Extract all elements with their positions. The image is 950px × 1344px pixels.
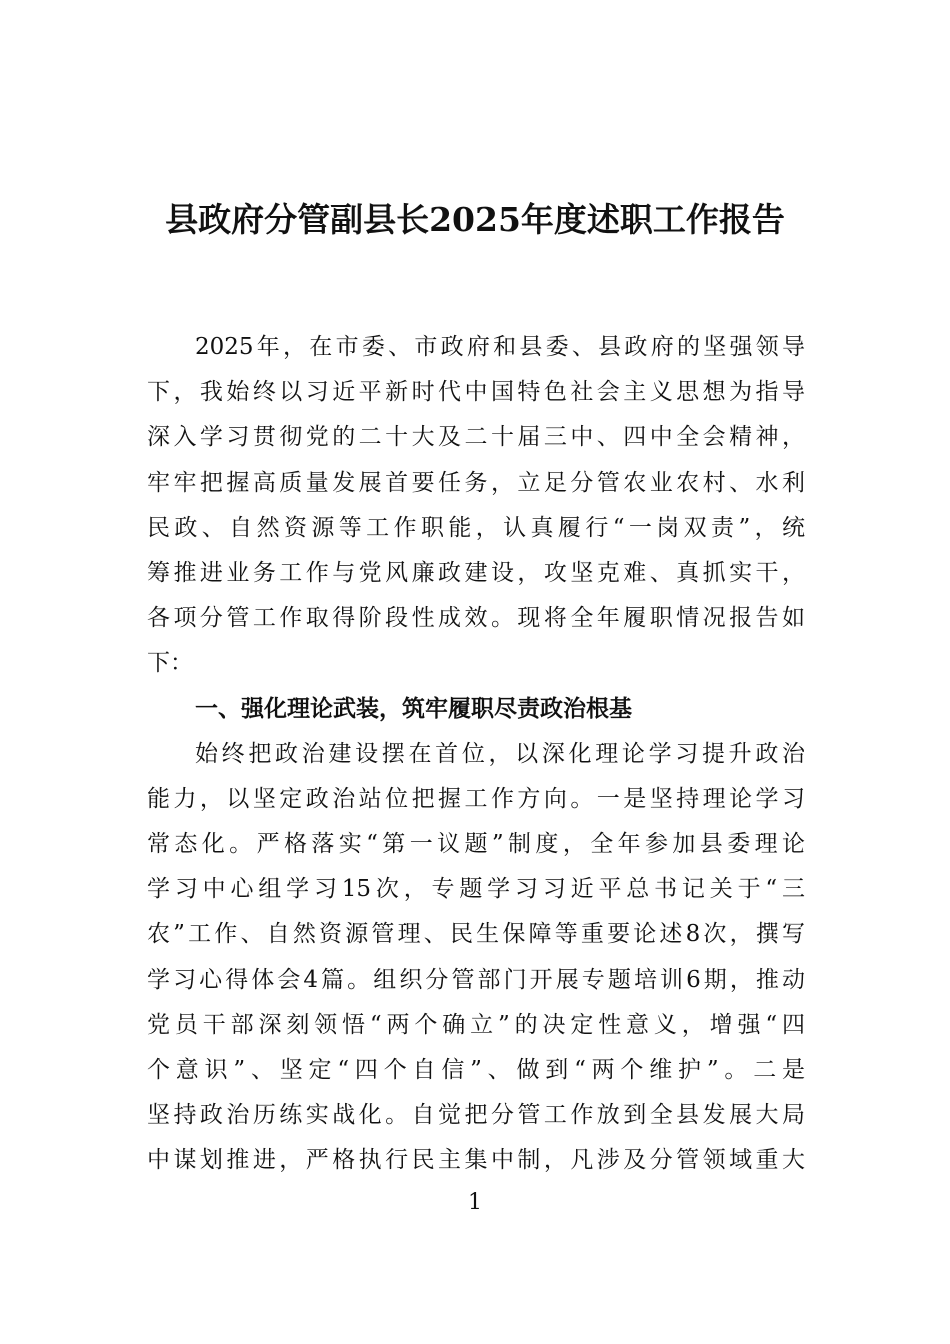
document-title: 县政府分管副县长2025年度述职工作报告 xyxy=(165,200,785,239)
section-line: 个意识”、坚定“四个自信”、做到“两个维护”。二是 xyxy=(147,1057,805,1083)
section-line: 中谋划推进，严格执行民主集中制，凡涉及分管领域重大 xyxy=(147,1147,805,1174)
intro-line: 下，我始终以习近平新时代中国特色社会主义思想为指导 xyxy=(147,379,805,406)
section-line: 始终把政治建设摆在首位，以深化理论学习提升政治 xyxy=(195,740,805,767)
intro-line: 深入学习贯彻党的二十大及二十届三中、四中全会精神， xyxy=(147,424,805,451)
intro-line: 民政、自然资源等工作职能，认真履行“一岗双责”，统 xyxy=(147,514,805,541)
section-line: 农”工作、自然资源管理、民生保障等重要论述8次，撰写 xyxy=(147,921,805,948)
intro-line: 2025年，在市委、市政府和县委、县政府的坚强领导 xyxy=(195,334,805,360)
page-number: 1 xyxy=(468,1190,482,1215)
intro-line: 牢牢把握高质量发展首要任务，立足分管农业农村、水利 xyxy=(147,469,805,496)
section-line: 党员干部深刻领悟“两个确立”的决定性意义，增强“四 xyxy=(147,1011,805,1038)
section-line: 常态化。严格落实“第一议题”制度，全年参加县委理论 xyxy=(147,831,805,858)
document-body xyxy=(147,325,805,1184)
section-line: 学习中心组学习15次，专题学习习近平总书记关于“三 xyxy=(147,876,805,903)
section-line: 学习心得体会4篇。组织分管部门开展专题培训6期，推动 xyxy=(147,966,805,993)
intro-line: 筹推进业务工作与党风廉政建设，攻坚克难、真抓实干， xyxy=(147,559,805,586)
section-heading: 一、强化理论武装，筑牢履职尽责政治根基 xyxy=(195,695,632,722)
section-line: 能力，以坚定政治站位把握工作方向。一是坚持理论学习 xyxy=(147,785,805,812)
intro-line: 下： xyxy=(147,650,193,677)
section-line: 坚持政治历练实战化。自觉把分管工作放到全县发展大局 xyxy=(147,1102,805,1129)
intro-line: 各项分管工作取得阶段性成效。现将全年履职情况报告如 xyxy=(147,605,805,632)
